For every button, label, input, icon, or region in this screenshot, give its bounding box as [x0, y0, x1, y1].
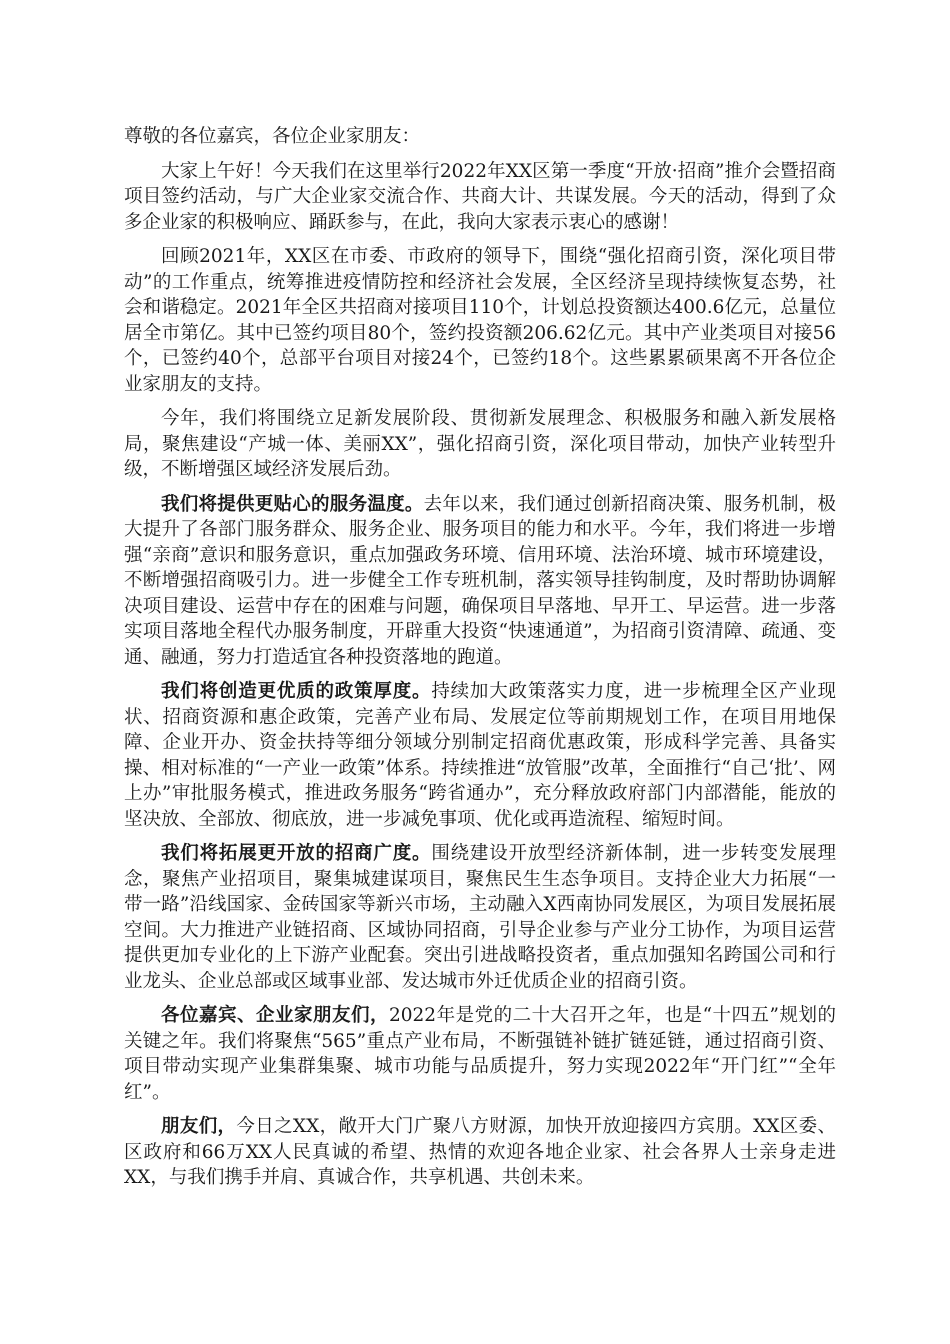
paragraph-closing [124, 1114, 836, 1191]
paragraph-guests [124, 1003, 836, 1105]
document-page [124, 124, 836, 1200]
paragraph-text: 今日之XX，敞开大门广聚八方财源，加快开放迎接四方宾朋。XX区委、区政府和66万XX人民真诚的希望、热情的欢迎各地企业家、社会各界人士亲身走进XX，与我们携手并肩、真诚合作，共享机遇、共创未来。 [124, 1116, 836, 1188]
paragraph-lead: 朋友们， [161, 1116, 237, 1137]
paragraph-text: 2022年是党的二十大召开之年，也是“十四五”规划的关键之年。我们将聚焦“565”重点产业布局，不断强链补链扩链延链，通过招商引资、项目带动实现产业集群集聚、城市功能与品质提升，努力实现2022年“开门红”“全年红”。 [124, 1005, 836, 1103]
paragraph-text: 回顾2021年，XX区在市委、市政府的领导下，围绕“强化招商引资，深化项目带动”的工作重点，统筹推进疫情防控和经济社会发展，全区经济呈现持续恢复态势，社会和谐稳定。2021年全区共招商对接项目110个，计划总投资额达400.6亿元，总量位居全市第亿。其中已签约项目80个，签约投资额206.62亿元。其中产业类项目对接56个，已签约40个，总部平台项目对接24个，已签约18个。这些累累硕果离不开各位企业家朋友的支持。 [124, 246, 836, 395]
paragraph-lead: 各位嘉宾、企业家朋友们， [161, 1005, 389, 1026]
salutation: 尊敬的各位嘉宾，各位企业家朋友： [124, 126, 421, 147]
paragraph-text: 今年，我们将围绕立足新发展阶段、贯彻新发展理念、积极服务和融入新发展格局，聚焦建设“产城一体、美丽XX”，强化招商引资，深化项目带动，加快产业转型升级，不断增强区域经济发展后劲。 [124, 408, 836, 480]
paragraph-text: 大家上午好！今天我们在这里举行2022年XX区第一季度“开放·招商”推介会暨招商项目签约活动，与广大企业家交流合作、共商大计、共谋发展。今天的活动，得到了众多企业家的积极响应、踊跃参与，在此，我向大家表示衷心的感谢！ [124, 160, 836, 233]
paragraph-lead: 我们将拓展更开放的招商广度。 [161, 843, 432, 864]
paragraph-review-2021 [124, 244, 836, 397]
paragraph-openness [124, 841, 836, 994]
paragraph-text: 去年以来，我们通过创新招商决策、服务机制，极大提升了各部门服务群众、服务企业、服务项目的能力和水平。今年，我们将进一步增强“亲商”意识和服务意识，重点加强政务环境、信用环境、法治环境、城市环境建设，不断增强招商吸引力。进一步健全工作专班机制，落实领导挂钩制度，及时帮助协调解决项目建设、运营中存在的困难与问题，确保项目早落地、早开工、早运营。进一步落实项目落地全程代办服务制度，开辟重大投资“快速通道”，为招商引资清障、疏通、变通、融通，努力打造适宜各种投资落地的跑道。 [124, 493, 836, 668]
paragraph-text: 持续加大政策落实力度，进一步梳理全区产业现状、招商资源和惠企政策，完善产业布局、发展定位等前期规划工作，在项目用地保障、企业开办、资金扶持等细分领域分别制定招商优惠政策，形成科学完善、具备实操、相对标准的“一产业一政策”体系。持续推进“放管服”改革，全面推行“自己‘批’、网上办”审批服务模式，推进政务服务“跨省通办”，充分释放政府部门内部潜能，能放的坚决放、全部放、彻底放，进一步减免事项、优化或再造流程、缩短时间。 [124, 681, 836, 830]
paragraph-lead: 我们将提供更贴心的服务温度。 [161, 493, 424, 515]
paragraph-service [124, 492, 836, 671]
paragraph-this-year [124, 406, 836, 483]
paragraph-lead: 我们将创造更优质的政策厚度。 [161, 681, 432, 702]
paragraph-text: 围绕建设开放型经济新体制，进一步转变发展理念，聚焦产业招项目，聚集城建谋项目，聚焦民生生态争项目。支持企业大力拓展“一带一路”沿线国家、金砖国家等新兴市场，主动融入X西南协同发展区，为项目发展拓展空间。大力推进产业链招商、区域协同招商，引导企业参与产业分工协作，为项目运营提供更加专业化的上下游产业配套。突出引进战略投资者，重点加强知名跨国公司和行业龙头、企业总部或区域事业部、发达城市外迁优质企业的招商引资。 [124, 843, 836, 992]
paragraph-policy [124, 679, 836, 832]
paragraph-opening [124, 159, 836, 236]
